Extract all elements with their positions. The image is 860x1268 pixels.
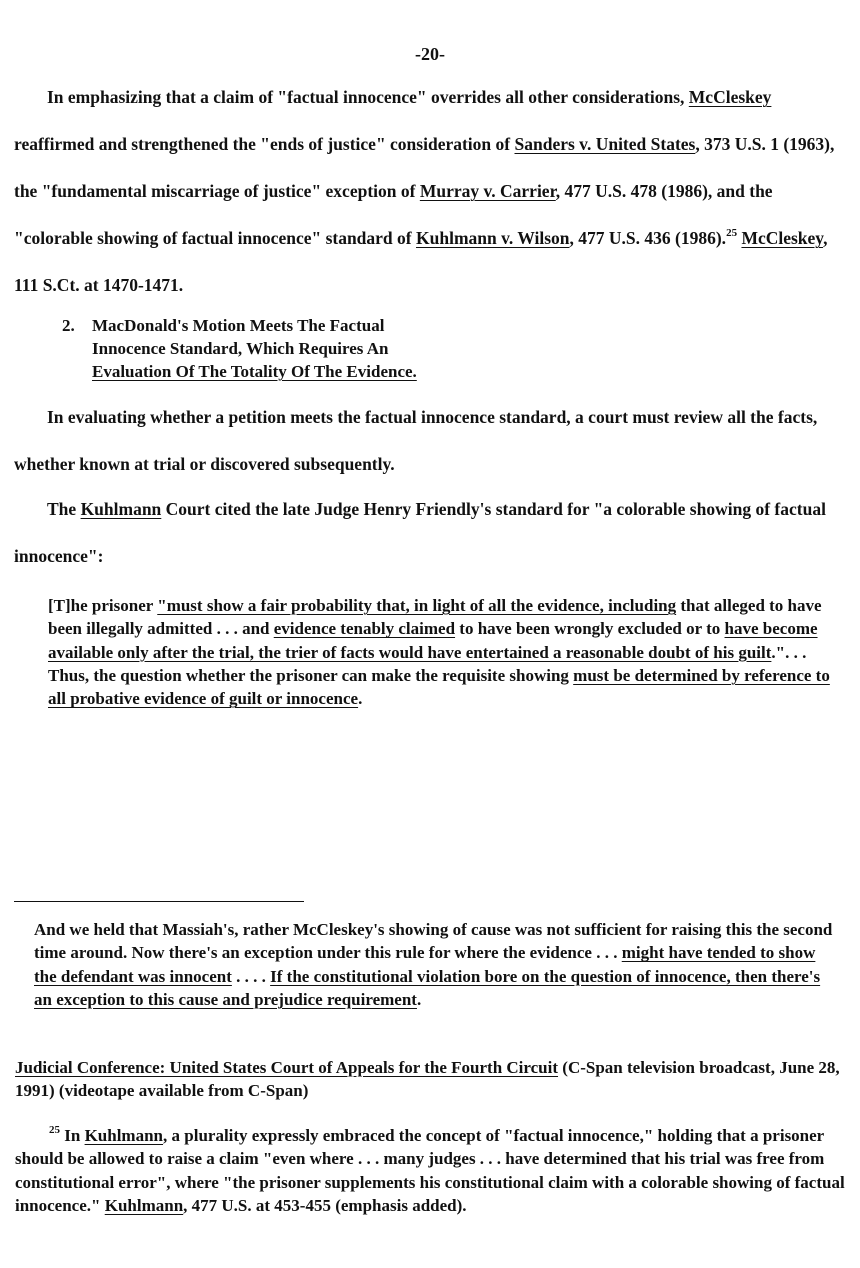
case-name-murray: Murray v. Carrier [419, 181, 556, 201]
underlined-text: must be determined by reference to all probative evidence of guilt or innocence [48, 665, 830, 709]
text: .". . . Thus, the question whether the prisoner can make the requisite showing [48, 642, 807, 685]
text: And we held that Massiah's, rather McCleskey's showing of cause was not sufficient for raising this the second time around. Now there's an exception under this rule for where the evidence . . . [34, 920, 833, 963]
case-name-kuhlmann: Kuhlmann [80, 499, 162, 519]
text: The [47, 499, 81, 519]
paragraph-mccleskey [14, 74, 844, 309]
footnote-citation [15, 1056, 845, 1103]
text: , 373 U.S. 1 (1963), the "fundamental miscarriage of justice" exception of [14, 134, 835, 201]
text: . [416, 989, 422, 1009]
case-name-kuhlmann: Kuhlmann [84, 1126, 164, 1145]
text: In emphasizing that a claim of "factual innocence" overrides all other considerations, [47, 87, 689, 107]
heading-line-2: Innocence Standard, Which Requires An [92, 339, 389, 358]
case-name-mccleskey: McCleskey [688, 87, 772, 107]
text: (C-Span television broadcast, June 28, 1991) (videotape available from C-Span) [15, 1058, 840, 1101]
text: , 477 U.S. 436 (1986). [569, 228, 727, 248]
section-heading [62, 314, 417, 383]
footnote-quote [34, 918, 834, 1011]
text: , a plurality expressly embraced the concept of "factual innocence," holding that a prisoner should be allowed to raise a claim "even where . . . many judges . . . have determined that his trial was free from constitutional error", where "the prisoner supplements his constitutional claim with a colorable showing of factual innocence." [15, 1126, 845, 1215]
heading-number: 2. [62, 316, 75, 335]
underlined-text: have become available only after the trial, the trier of facts would have entertained a reasonable doubt of his guilt [48, 619, 818, 662]
text: [T]he prisoner [48, 596, 158, 615]
text: Court cited the late Judge Henry Friendly's standard for "a colorable showing of factual innocence": [14, 499, 826, 566]
text: , 111 S.Ct. at 1470-1471. [14, 228, 828, 295]
text: In [60, 1126, 85, 1145]
text: . [358, 689, 363, 709]
footnote-divider [14, 901, 304, 902]
heading-line-1: MacDonald's Motion Meets The Factual [92, 316, 385, 335]
text: . . . . [231, 966, 271, 986]
underlined-text: might have tended to show the defendant was innocent [34, 943, 816, 986]
underlined-text: evidence tenably claimed [273, 619, 456, 639]
footnote-25 [15, 1124, 847, 1217]
paragraph-kuhlmann-court [14, 486, 844, 580]
case-name-kuhlmann: Kuhlmann [104, 1195, 184, 1215]
text: , 477 U.S. 478 (1986), and the "colorable showing of factual innocence" standard of [14, 181, 773, 248]
underlined-text: Judicial Conference: United States Court of Appeals for the Fourth Circuit [15, 1058, 559, 1077]
case-name-kuhlmann: Kuhlmann v. Wilson [416, 228, 570, 248]
text: reaffirmed and strengthened the "ends of justice" consideration of [14, 134, 515, 154]
footnote-number: 25 [49, 1124, 60, 1136]
text: that alleged to have been illegally admitted . . . and [48, 596, 822, 639]
text: , 477 U.S. at 453-455 (emphasis added). [183, 1195, 467, 1215]
case-name-sanders: Sanders v. United States [514, 134, 696, 154]
block-quote [48, 594, 848, 710]
page-number: -20- [415, 44, 445, 64]
case-name-mccleskey: McCleskey [741, 228, 824, 248]
text: to have been wrongly excluded or to [455, 619, 725, 639]
paragraph-evaluating: In evaluating whether a petition meets the factual innocence standard, a court must review all the facts, whether known at trial or discovered subsequently. [14, 407, 818, 474]
footnote-ref-25: 25 [726, 227, 738, 239]
underlined-text: If the constitutional violation bore on the question of innocence, then there's an exception to this cause and prejudice requirement [34, 966, 821, 1009]
underlined-text: "must show a fair probability that, in light of all the evidence, including [157, 596, 677, 615]
heading-line-3: Evaluation Of The Totality Of The Evidence. [92, 362, 417, 381]
